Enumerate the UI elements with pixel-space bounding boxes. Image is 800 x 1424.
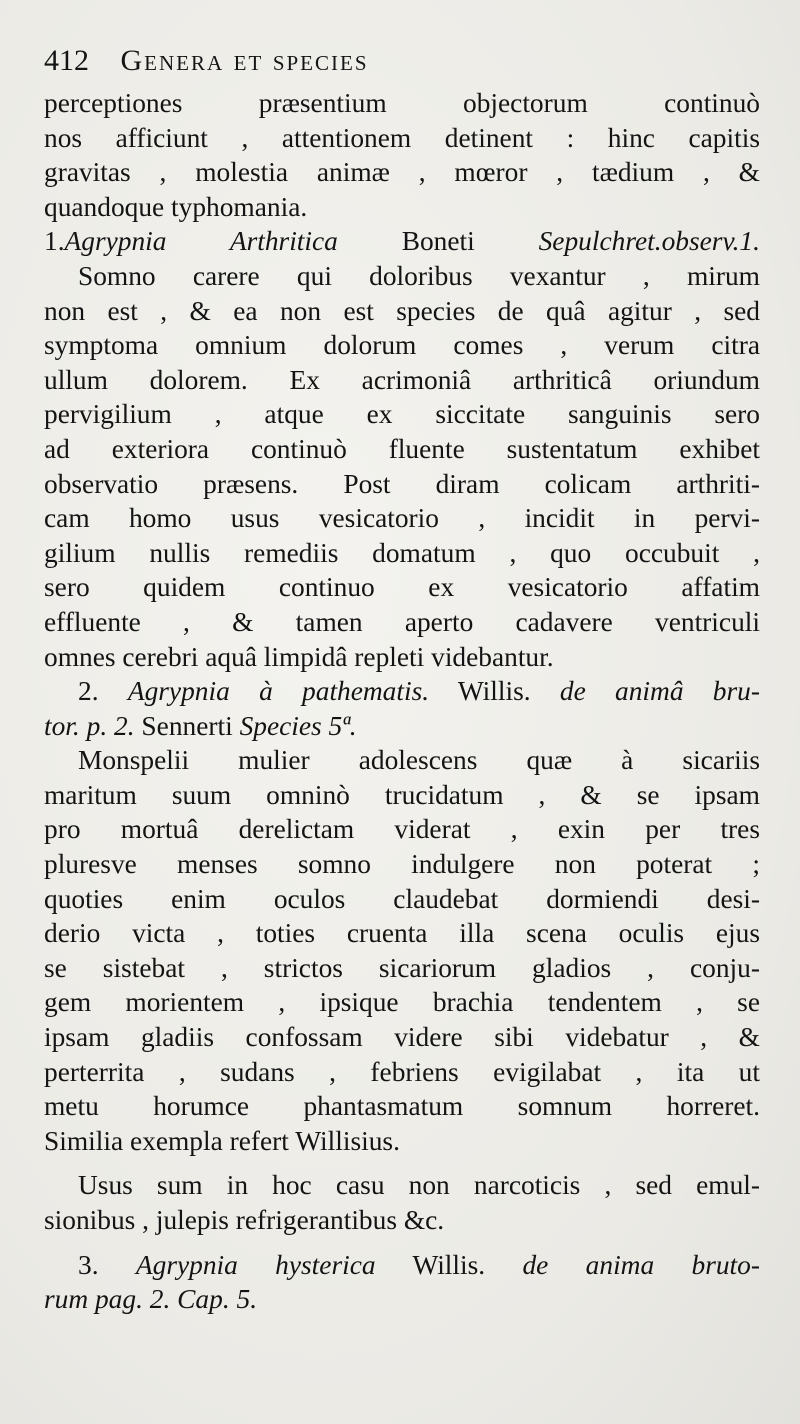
text-line: ullum dolorem. Ex acrimoniâ arthriticâ oriundum — [44, 364, 760, 395]
text-line: gilium nullis remediis domatum , quo occubuit , — [44, 537, 760, 568]
section-heading-3 — [44, 1248, 760, 1283]
running-header — [44, 36, 760, 86]
section-title: Agrypnia à pathematis. — [127, 676, 430, 707]
text-line: maritum suum omninò trucidatum , & se ipsam — [44, 779, 760, 810]
page-number: 412 — [44, 44, 89, 77]
section-heading-2-cont — [44, 709, 760, 744]
text-line: symptoma omnium dolorum comes , verum citra — [44, 330, 760, 361]
text-line: Similia exempla refert Willisius. — [44, 1125, 400, 1156]
text-line: Somno carere qui doloribus vexantur , mirum — [78, 260, 760, 291]
section-number: 1. — [44, 226, 65, 257]
section-number: 2. — [78, 676, 99, 707]
text-line: se sistebat , strictos sicariorum gladios , conju- — [44, 952, 760, 983]
section-heading-3-cont — [44, 1282, 760, 1317]
reference: Species 5ª. — [239, 710, 357, 741]
text-line: gem morientem , ipsique brachia tendentem , se — [44, 987, 760, 1018]
reference: rum pag. 2. Cap. 5. — [44, 1284, 258, 1315]
text-line: quandoque typhomania. — [44, 191, 308, 222]
text-line: omnes cerebri aquâ limpidâ repleti videbantur. — [44, 641, 554, 672]
text-line: pluresve menses somno indulgere non poterat ; — [44, 849, 760, 880]
text-line: sionibus , julepis refrigerantibus &c. — [44, 1205, 445, 1235]
text-line: perterrita , sudans , febriens evigilabat , ita ut — [44, 1056, 760, 1087]
section-title: Agrypnia Arthritica — [64, 226, 338, 257]
text-line: nos afficiunt , attentionem detinent : hinc capitis — [44, 122, 760, 153]
text-line: effluente , & tamen aperto cadavere ventriculi — [44, 606, 760, 637]
text-line: perceptiones præsentium objectorum continuò — [44, 88, 760, 118]
author-name: Willis. — [412, 1249, 486, 1280]
text-line: pro mortuâ derelictam viderat , exin per tres — [44, 814, 760, 845]
text-line: sero quidem continuo ex vesicatorio affatim — [44, 572, 760, 603]
text-line: quoties enim oculos claudebat dormiendi desi- — [44, 883, 760, 914]
text-line: derio victa , toties cruenta illa scena oculis ejus — [44, 918, 760, 949]
page-text — [44, 36, 760, 1317]
section-title: Agrypnia hysterica — [135, 1249, 376, 1280]
text-line: non est , & ea non est species de quâ agitur , sed — [44, 295, 760, 326]
text-line: cam homo usus vesicatorio , incidit in pervi- — [44, 503, 760, 534]
section-heading-2 — [44, 674, 760, 709]
text-line: metu horumce phantasmatum somnum horreret. — [44, 1091, 760, 1122]
text-line: gravitas , molestia animæ , mœror , tædium , & — [44, 157, 760, 188]
text-line: Monspelii mulier adolescens quæ à sicariis — [78, 745, 760, 776]
reference: de anima bruto- — [522, 1249, 760, 1280]
text-line: ipsam gladiis confossam videre sibi videbatur , & — [44, 1022, 760, 1053]
text-line: ad exteriora continuò fluente sustentatum exhibet — [44, 433, 760, 464]
author-name: Willis. — [457, 676, 531, 707]
running-title: Genera et species — [120, 44, 369, 77]
text-line: Usus sum in hoc casu non narcoticis , sed emul- — [78, 1170, 760, 1201]
reference: tor. p. 2. — [44, 710, 135, 741]
reference: de animâ bru- — [559, 676, 760, 707]
text-line: observatio præsens. Post diram colicam arthriti- — [44, 468, 760, 499]
reference: Sepulchret.observ.1. — [538, 226, 760, 257]
section-number: 3. — [78, 1249, 99, 1280]
author-name: Boneti — [401, 226, 475, 257]
author-name: Sennerti — [141, 710, 233, 741]
section-heading-1 — [44, 224, 760, 259]
text-line: pervigilium , atque ex siccitate sanguinis sero — [44, 399, 760, 430]
